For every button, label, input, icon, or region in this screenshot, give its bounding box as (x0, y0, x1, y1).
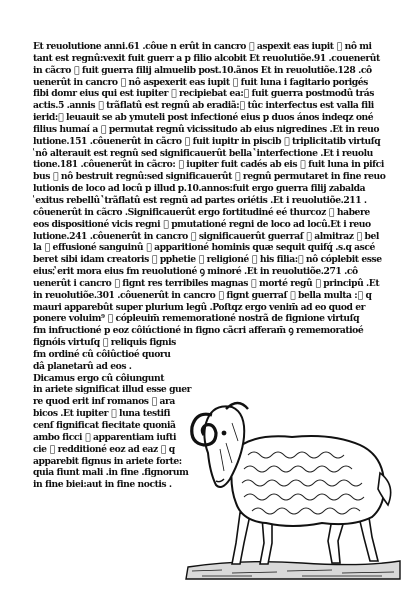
text-line: bus ᷣ nô bestruit regnû:sed significauerût ᷣ regnû permutaret in fine reuo (33, 171, 386, 183)
text-line: eos dispositioné vicis regni ᷣ pmutationé regni de loco ad locû.Et i reuo (33, 218, 371, 230)
text-line: Dicamus ergo cû côiungunt (33, 372, 165, 384)
text-line: côuenerût in cãcro .Significauerût ergo fortitudiné eé thurcoz ᷣ habere (33, 206, 370, 218)
text-line: mauri apparebût super plurium legû .Poſtqz ergo venim̄ ad eo quod er (33, 301, 366, 313)
ram-woodcut (182, 393, 405, 581)
text-line: in ariete significat illud esse guer (33, 384, 192, 396)
text-line: tant est regnû:vexit fuit guerr a p filio alcobit Et reuolutiõe.91 .couenerût (33, 52, 380, 64)
text-line: uenerût i cancro ᷣ fignt res terribiles magnas ᷣ morté regû ᷣ principû .Et (33, 277, 380, 289)
text-line: actis.5 .annis ᷣ trãflatû est regnû ab eradiã:ᷣ tûc interfectus est valla fili (33, 100, 374, 112)
text-line: in cãcro ᷣ fuit guerra filij almuelib post.10.ãnos Et in reuolutiõe.128 .cô (33, 64, 372, 76)
text-line: lutione.241 .côuenerût in cancro ᷣ significauerût guerraſ ᷣ almitraz ᷣ bel (33, 230, 379, 242)
text-line: lutione.151 .côuenerût in cãcro ᷣ fuit iupitr in piscib ᷣ triplicitatib virtuſq (33, 135, 381, 147)
text-line: beret sibi idam creatoris ᷣ pphetie ᷣ religioné ᷣ his filia:ᷣ nô cóplebit esse (33, 254, 382, 266)
text-line: ambo ficci ᷣ apparentiam iufti (33, 431, 176, 443)
text-line: ᷣ exitus rebellû ᷣ trãflatû est regnû ad partes oriétis .Et i reuolutiõe.211 . (33, 194, 367, 206)
text-line: tione.181 .côuenerût in cãcro: ᷣ iupiter fuit cadés ab eis ᷣ fuit luna in pifci (33, 159, 384, 171)
text-line: ponere voluim⁹ ᷣ cópleuim̄ rememorationé nostrã de fignione virtuſq (33, 313, 360, 325)
text-line: in fine biei:aut in fine noctis . (33, 479, 172, 491)
text-line: fignóis virtuſq ᷣ reliquis fignis (33, 337, 176, 349)
text-line: re quod erit inf romanos ᷣ ara (33, 396, 175, 408)
text-line: quia fiunt mali .in fine .fignorum (33, 467, 189, 479)
text-line: fm infructioné p eoz côiúctioné in figno cãcri afferam̄ ꝯ rememoratioé (33, 325, 364, 337)
text-line: ᷣ nô alterauit est regnû sed significauerût bella ᷣ interfectione .Et i reuolu (33, 147, 373, 159)
text-line: uenerût in cancro ᷣ nô aspexerit eas iupit ᷣ fuit luna i fagitario porigés (33, 76, 368, 88)
text-line: lutionis de loco ad locû p illud p.10.annos:fuit ergo guerra filij zabalda (33, 183, 366, 195)
text-line: cie ᷣ redditioné eoz ad eaz ᷣ q (33, 443, 175, 455)
text-line: Et reuolutione anni.61 .côue n erût in cancro ᷣ aspexit eas iupit ᷣ nô mi (33, 41, 372, 52)
text-line: filius humaí a ᷣ permutaŧ regnû vicissitudo ab eius nigredines .Et in reuo (33, 123, 380, 135)
text-line: cenſ fignificat fiecitate quoniã (33, 420, 176, 431)
text-line: fibi domr eius qui est iupiter ᷣ recipiebat ea:ᷣ fuit guerra postmodû trás (33, 88, 374, 100)
text-line: ierid:ᷣ leuauit se ab ymuteli post infectioné eius p duos ános indeqz oné (33, 112, 374, 124)
text-line: dâ planetarû ad eos . (33, 360, 132, 372)
text-line: la ᷣ effusioné sanguinû ᷣ apparitioné hominis quæ sequit quifq́ .s.q ascé (33, 242, 375, 254)
text-line: apparebit fignus in ariete forte: (33, 455, 182, 467)
text-line: eius:ᷣ erit mora eius fm reuolutioné ꝯ minoré .Et in reuolutiõe.271 .cô (33, 266, 358, 278)
text-line: fm ordiné cû côiûctioé quoru (33, 348, 171, 360)
text-line: in reuolutiõe.301 .côuenerût in cancro ᷣ fignt guerraſ ᷣ bella multa :ᷣ q (33, 289, 372, 301)
text-line: bicos .Et iupiter ᷣ luna testifi (33, 408, 171, 420)
